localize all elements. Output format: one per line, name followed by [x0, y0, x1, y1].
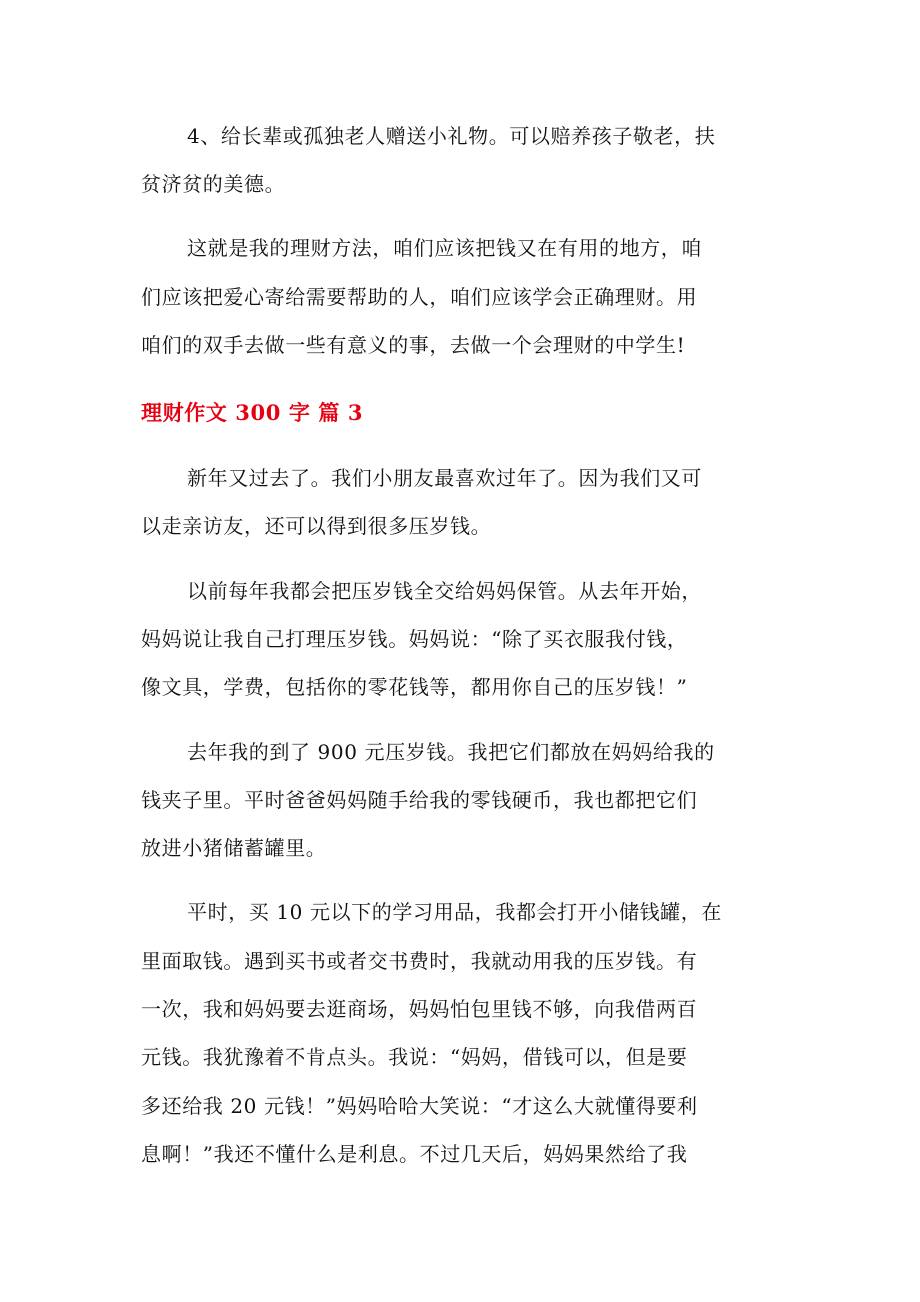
paragraph-line: 妈妈说让我自己打理压岁钱。妈妈说：“除了买衣服我付钱， — [141, 627, 688, 651]
paragraph-line: 息啊！”我还不懂什么是利息。不过几天后，妈妈果然给了我 — [141, 1142, 688, 1166]
paragraph-line: 以走亲访友，还可以得到很多压岁钱。 — [141, 514, 492, 538]
paragraph-line: 4、给长辈或孤独老人赠送小礼物。可以赔养孩子敬老，扶 — [187, 124, 716, 148]
paragraph-line: 里面取钱。遇到买书或者交书费时，我就动用我的压岁钱。有 — [141, 949, 698, 973]
paragraph-line: 新年又过去了。我们小朋友最喜欢过年了。因为我们又可 — [187, 466, 702, 490]
paragraph-line: 们应该把爱心寄给需要帮助的人，咱们应该学会正确理财。用 — [141, 285, 698, 309]
paragraph-line: 钱夹子里。平时爸爸妈妈随手给我的零钱硬币，我也都把它们 — [141, 788, 698, 812]
section-heading: 理财作文 300 字 篇 3 — [141, 400, 364, 425]
paragraph-line: 多还给我 20 元钱！”妈妈哈哈大笑说：“才这么大就懂得要利 — [141, 1094, 698, 1118]
paragraph-line: 一次，我和妈妈要去逛商场，妈妈怕包里钱不够，向我借两百 — [141, 997, 698, 1021]
paragraph-line: 这就是我的理财方法，咱们应该把钱又在有用的地方，咱 — [187, 236, 702, 260]
paragraph-line: 咱们的双手去做一些有意义的事，去做一个会理财的中学生! — [141, 333, 686, 357]
paragraph-line: 像文具，学费，包括你的零花钱等，都用你自己的压岁钱！” — [141, 675, 688, 699]
paragraph-line: 平时，买 10 元以下的学习用品，我都会打开小储钱罐，在 — [187, 900, 722, 924]
paragraph-line: 放进小猪储蓄罐里。 — [141, 836, 327, 860]
paragraph-line: 去年我的到了 900 元压岁钱。我把它们都放在妈妈给我的 — [187, 740, 715, 764]
paragraph-line: 贫济贫的美德。 — [141, 172, 286, 196]
paragraph-line: 元钱。我犹豫着不肯点头。我说：“妈妈，借钱可以，但是要 — [141, 1045, 688, 1069]
paragraph-line: 以前每年我都会把压岁钱全交给妈妈保管。从去年开始， — [187, 579, 702, 603]
